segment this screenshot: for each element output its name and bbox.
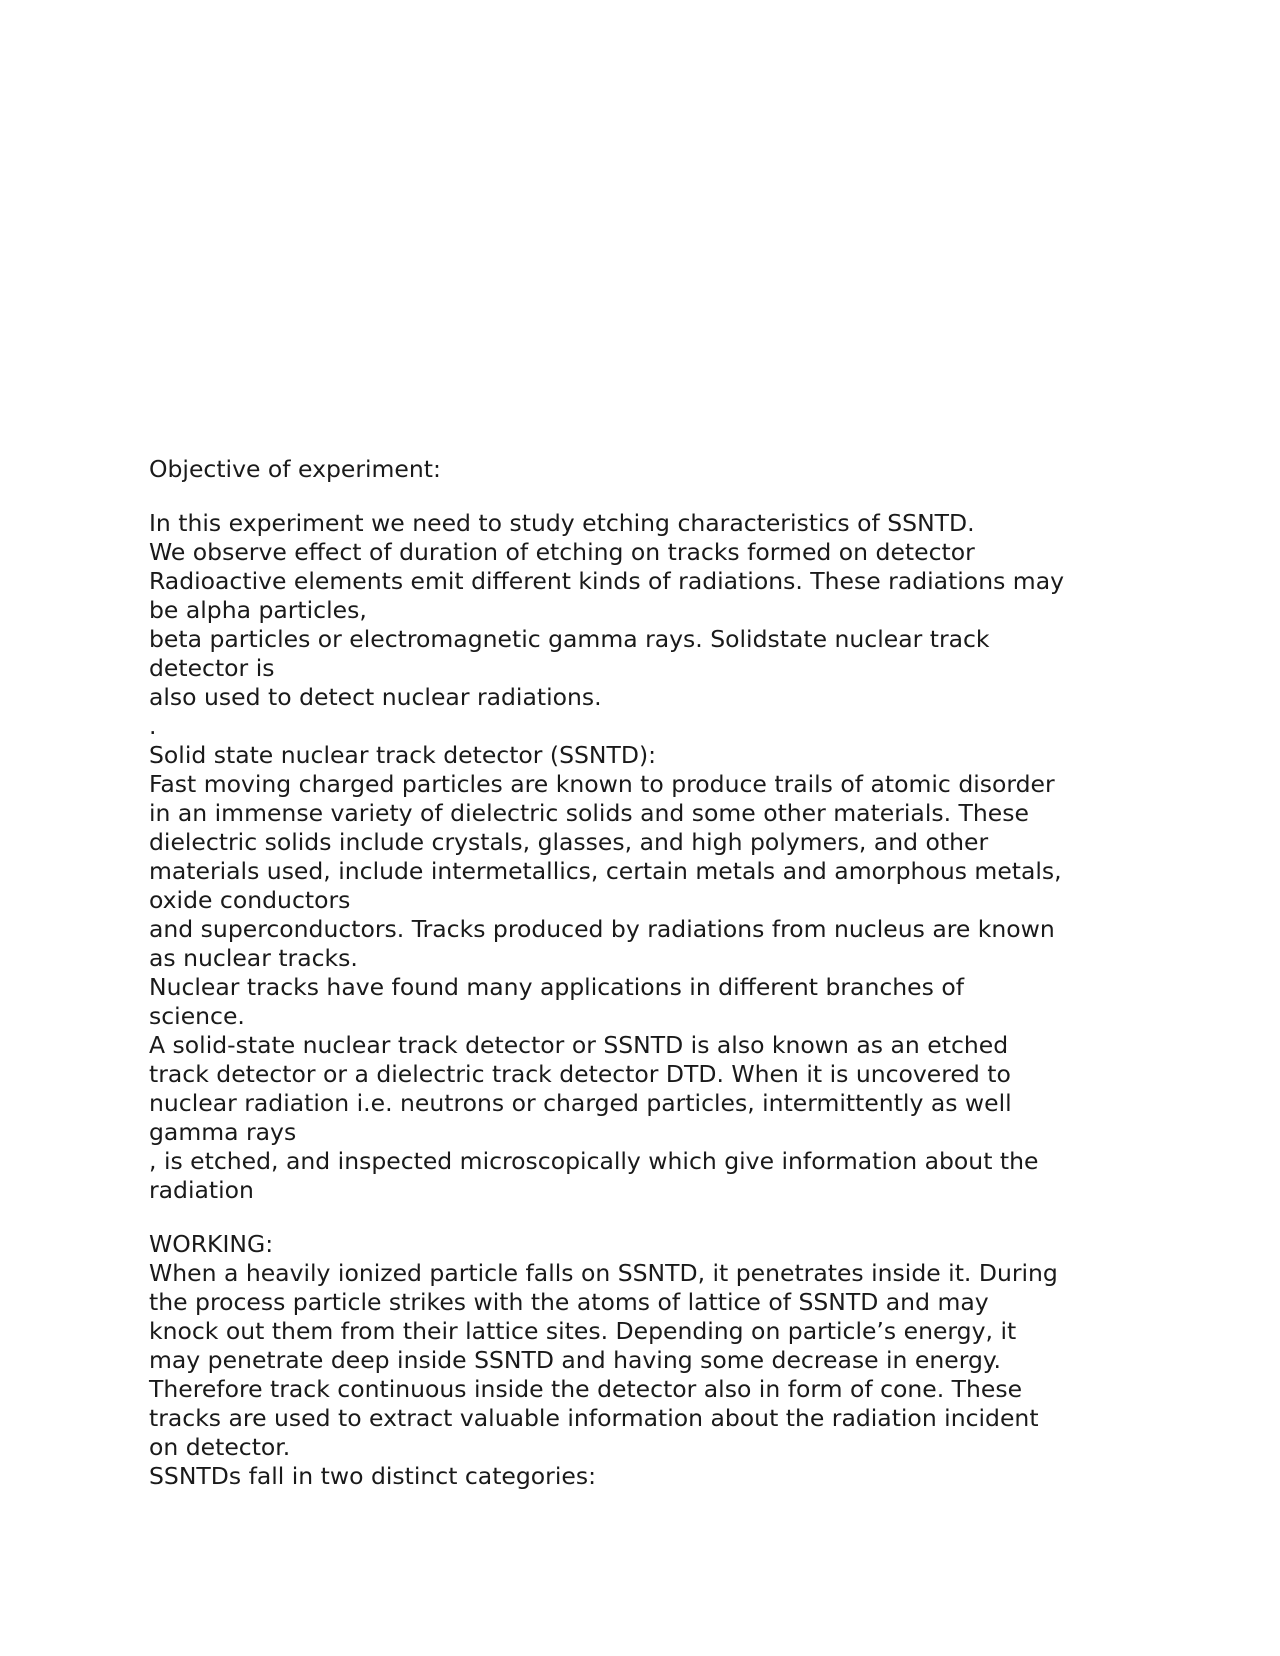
heading-objective: Objective of experiment:	[149, 455, 441, 483]
text-line: In this experiment we need to study etching characteristics of SSNTD.	[149, 509, 975, 537]
text-line: A solid-state nuclear track detector or SSNTD is also known as an etched	[149, 1031, 1009, 1059]
document-body	[149, 455, 1139, 1491]
working-section	[149, 1259, 1139, 1491]
text-line: radiation	[149, 1176, 254, 1204]
text-line: and superconductors. Tracks produced by radiations from nucleus are known	[149, 915, 1055, 943]
heading-ssntd: Solid state nuclear track detector (SSNTD):	[149, 741, 657, 769]
text-line: nuclear radiation i.e. neutrons or charged particles, intermittently as well	[149, 1089, 1012, 1117]
heading-working: WORKING:	[149, 1230, 274, 1258]
paragraph-spacer	[149, 484, 1139, 509]
text-line: also used to detect nuclear radiations.	[149, 683, 602, 711]
text-line: SSNTDs fall in two distinct categories:	[149, 1462, 596, 1490]
text-line: materials used, include intermetallics, certain metals and amorphous metals,	[149, 857, 1062, 885]
text-line: oxide conductors	[149, 886, 351, 914]
text-line: tracks are used to extract valuable information about the radiation incident	[149, 1404, 1039, 1432]
text-line: science.	[149, 1002, 245, 1030]
text-line: Therefore track continuous inside the detector also in form of cone. These	[149, 1375, 1023, 1403]
text-line: When a heavily ionized particle falls on SSNTD, it penetrates inside it. During	[149, 1259, 1058, 1287]
text-line: We observe effect of duration of etching on tracks formed on detector	[149, 538, 975, 566]
text-line: be alpha particles,	[149, 596, 367, 624]
text-line: beta particles or electromagnetic gamma rays. Solidstate nuclear track	[149, 625, 990, 653]
text-line: Fast moving charged particles are known to produce trails of atomic disorder	[149, 770, 1055, 798]
text-line: .	[149, 712, 157, 740]
text-line: the process particle strikes with the atoms of lattice of SSNTD and may	[149, 1288, 989, 1316]
text-line: knock out them from their lattice sites. Depending on particle’s energy, it	[149, 1317, 1017, 1345]
text-line: dielectric solids include crystals, glasses, and high polymers, and other	[149, 828, 989, 856]
paragraph-spacer	[149, 1205, 1139, 1230]
text-line: on detector.	[149, 1433, 291, 1461]
text-line: Nuclear tracks have found many applications in different branches of	[149, 973, 964, 1001]
text-line: , is etched, and inspected microscopically which give information about the	[149, 1147, 1039, 1175]
text-line: may penetrate deep inside SSNTD and having some decrease in energy.	[149, 1346, 1001, 1374]
text-line: Radioactive elements emit different kinds of radiations. These radiations may	[149, 567, 1064, 595]
text-line: in an immense variety of dielectric solids and some other materials. These	[149, 799, 1029, 827]
text-line: track detector or a dielectric track detector DTD. When it is uncovered to	[149, 1060, 1011, 1088]
objective-section	[149, 509, 1139, 741]
text-line: detector is	[149, 654, 275, 682]
ssntd-section	[149, 770, 1139, 1205]
text-line: as nuclear tracks.	[149, 944, 358, 972]
text-line: gamma rays	[149, 1118, 297, 1146]
